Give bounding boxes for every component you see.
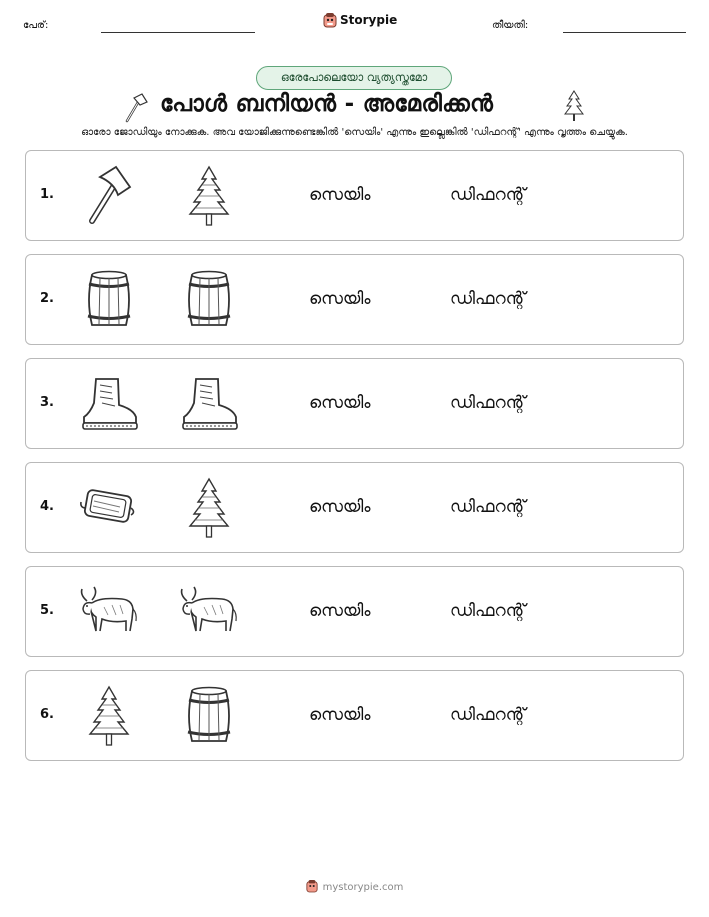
name-label: പേര്: xyxy=(23,20,49,31)
same-option[interactable]: സെയിം xyxy=(309,289,371,309)
question-number: 4. xyxy=(40,499,54,514)
same-option[interactable]: സെയിം xyxy=(309,705,371,725)
question-number: 3. xyxy=(40,395,54,410)
page-title: പോൾ ബനിയൻ - അമേരിക്കൻ xyxy=(160,91,494,117)
different-option[interactable]: ഡിഫറന്റ് xyxy=(450,393,526,413)
title-row xyxy=(0,90,709,122)
footer xyxy=(0,879,709,896)
boot-icon xyxy=(78,373,140,435)
pine-tree-icon xyxy=(178,477,240,539)
different-option[interactable]: ഡിഫറന്റ് xyxy=(450,497,526,517)
same-option[interactable]: സെയിം xyxy=(309,497,371,517)
same-option[interactable]: സെയിം xyxy=(309,601,371,621)
brand-name: Storypie xyxy=(340,13,398,27)
question-row xyxy=(25,358,684,449)
name-field[interactable] xyxy=(101,32,255,33)
question-row xyxy=(25,150,684,241)
axe-icon xyxy=(78,165,140,227)
question-number: 1. xyxy=(40,187,54,202)
griddle-pan-icon xyxy=(78,477,140,539)
pine-tree-icon xyxy=(178,165,240,227)
storypie-mascot-icon xyxy=(306,879,318,896)
different-option[interactable]: ഡിഫറന്റ് xyxy=(450,705,526,725)
ox-icon xyxy=(78,581,140,643)
boot-icon xyxy=(178,373,240,435)
storypie-mascot-icon xyxy=(323,12,337,28)
different-option[interactable]: ഡിഫറന്റ് xyxy=(450,289,526,309)
brand-logo xyxy=(323,12,397,28)
date-field[interactable] xyxy=(563,32,686,33)
barrel-icon xyxy=(78,269,140,331)
pine-tree-icon xyxy=(78,685,140,747)
question-number: 2. xyxy=(40,291,54,306)
axe-icon xyxy=(122,93,148,127)
barrel-icon xyxy=(178,269,240,331)
different-option[interactable]: ഡിഫറന്റ് xyxy=(450,601,526,621)
category-badge: ഒരേപോലെയോ വ്യത്യസ്തമോ xyxy=(256,66,452,90)
footer-url[interactable]: mystorypie.com xyxy=(322,882,404,893)
question-row xyxy=(25,566,684,657)
date-label: തീയതി: xyxy=(492,20,529,31)
ox-icon xyxy=(178,581,240,643)
question-row xyxy=(25,254,684,345)
same-option[interactable]: സെയിം xyxy=(309,393,371,413)
same-option[interactable]: സെയിം xyxy=(309,185,371,205)
barrel-icon xyxy=(178,685,240,747)
question-number: 6. xyxy=(40,707,54,722)
question-row xyxy=(25,462,684,553)
question-row xyxy=(25,670,684,761)
pine-tree-icon xyxy=(564,90,584,126)
instructions: ഓരോ ജോഡിയും നോക്കുക. അവ യോജിക്കുന്നുണ്ടെങ്കിൽ 'സെയിം' എന്നും ഇല്ലെങ്കിൽ 'ഡിഫറന്റ്' എന്നും വൃത്തം ചെയ്യുക. xyxy=(81,127,628,138)
question-number: 5. xyxy=(40,603,54,618)
different-option[interactable]: ഡിഫറന്റ് xyxy=(450,185,526,205)
